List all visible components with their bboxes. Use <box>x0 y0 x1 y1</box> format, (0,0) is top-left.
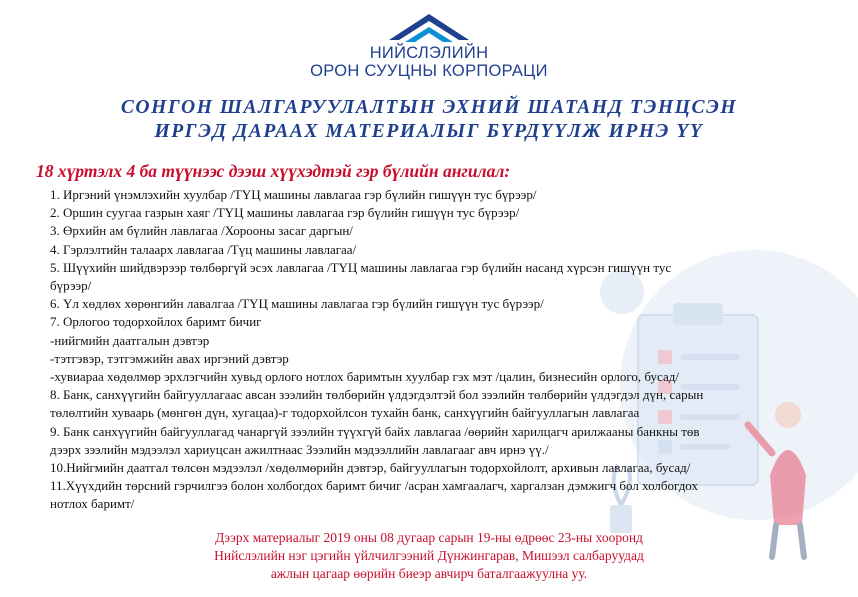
footer-note <box>0 529 858 583</box>
logo <box>0 12 858 80</box>
headline <box>0 96 858 144</box>
footer-line-3: ажлын цагаар өөрийн биеэр авчирч баталгаажуулна уу. <box>270 566 588 581</box>
list-item: 10.Нийгмийн даатгал төлсөн мэдээлэл /хөдөлмөрийн дэвтэр, байгууллагын тодорхойлолт, архивын лавлагаа, бусад/ <box>50 460 691 476</box>
list-item: 5. Шүүхийн шийдвэрээр төлбөргүй эсэх лавлагаа /ТҮЦ машины лавлагаа гэр бүлийн насанд хүрсэн гишүүн тус <box>50 259 672 275</box>
list-item: -нийгмийн даатгалын дэвтэр <box>50 332 210 348</box>
requirements-list <box>50 186 830 514</box>
footer-line-2: Нийслэлийн нэг цэгийн үйлчилгээний Дүнжингарав, Мишээл салбаруудад <box>214 548 644 563</box>
headline-line-1: СОНГОН ШАЛГАРУУЛАЛТЫН ЭХНИЙ ШАТАНД ТЭНЦСЭН <box>120 97 738 118</box>
logo-line-1: НИЙСЛЭЛИЙН <box>369 44 489 62</box>
logo-line-2: ОРОН СУУЦНЫ КОРПОРАЦИ <box>310 62 548 80</box>
footer-line-1: Дээрх материалыг 2019 оны 08 дугаар сарын 19-ны өдрөөс 23-ны хооронд <box>215 530 643 545</box>
list-item: дээрх зээлийн мэдээлэл хариуцсан ажилтнаас Зээлийн мэдээллийн лавлагааг авч ирнэ үү./ <box>50 441 549 457</box>
list-item: -хувиараа хөдөлмөр эрхлэгчийн хувьд орлого нотлох баримтын хуулбар гэх мэт /цалин, бизнесийн орлого, бусад/ <box>50 369 679 385</box>
list-item: төлөлтийн хуваарь (мөнгөн дүн, хугацаа)-г тодорхойлсон тухайн банк, санхүүгийн байгууллагын лавлагаа <box>50 405 640 421</box>
list-item: 9. Банк санхүүгийн байгууллагад чанаргүй зээлийн түүхгүй байх лавлагаа /өөрийн харилцагч арилжааны банкны төв <box>50 423 700 439</box>
list-item: 2. Оршин суугаа газрын хаяг /ТҮЦ машины лавлагаа гэр бүлийн гишүүн тус бүрээр/ <box>50 205 520 221</box>
category-subtitle: 18 хүртэлх 4 ба түүнээс дээш хүүхэдтэй гэр бүлийн ангилал: <box>36 161 511 181</box>
list-item: 7. Орлогоо тодорхойлох баримт бичиг <box>50 314 262 330</box>
list-item: бүрээр/ <box>50 278 92 294</box>
list-item: нотлох баримт/ <box>50 496 135 512</box>
house-roof-icon <box>383 12 475 44</box>
list-item: 6. Үл хөдлөх хөрөнгийн лавалгаа /ТҮЦ машины лавлагаа гэр бүлийн гишүүн тус бүрээр/ <box>50 296 544 312</box>
list-item: 1. Иргэний үнэмлэхийн хуулбар /ТҮЦ машины лавлагаа гэр бүлийн гишүүн тус бүрээр/ <box>50 187 537 202</box>
headline-line-2: ИРГЭД ДАРААХ МАТЕРИАЛЫГ БҮРДҮҮЛЖ ИРНЭ ҮҮ <box>154 121 704 142</box>
list-item: -тэтгэвэр, тэтгэмжийн авах иргэний дэвтэр <box>50 350 289 366</box>
list-item: 4. Гэрлэлтийн талаарх лавлагаа /Түц машины лавлагаа/ <box>50 241 357 257</box>
list-item: 3. Өрхийн ам бүлийн лавлагаа /Хорооны засаг даргын/ <box>50 223 353 239</box>
list-item: 11.Хүүхдийн төрсний гэрчилгээ болон холбогдох баримт бичиг /асран хамгаалагч, харгалзан дэмжигч бол холбогдох <box>50 478 698 494</box>
list-item: 8. Банк, санхүүгийн байгууллагаас авсан зээлийн төлбөрийн үлдэгдэлтэй бол зээлийн төлбөрийн үлдэгдэл дүн, сарын <box>50 387 704 403</box>
